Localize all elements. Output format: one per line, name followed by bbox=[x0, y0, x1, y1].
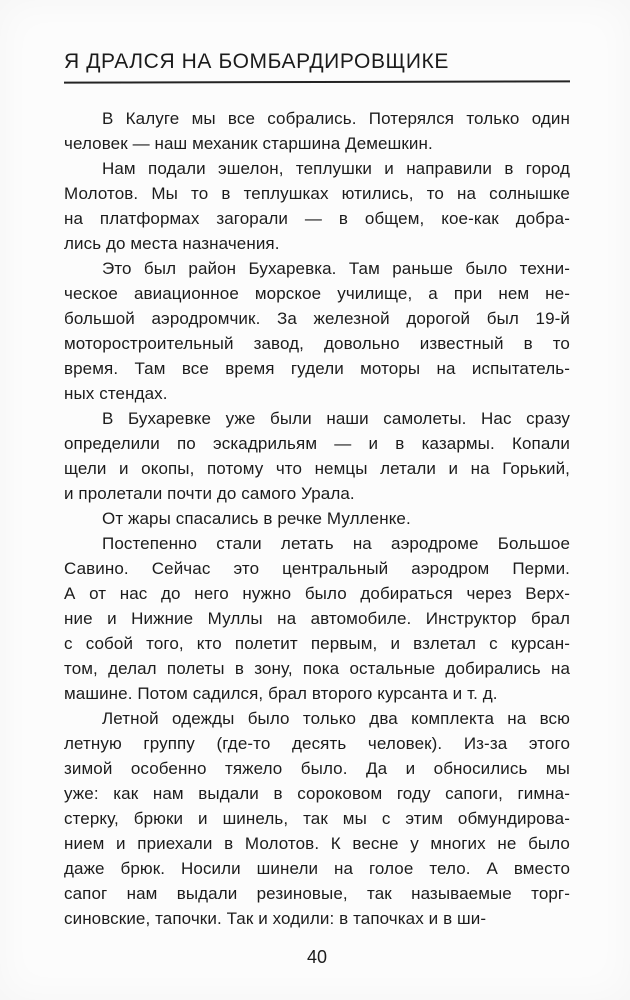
text-line: и пролетали почти до самого Урала. bbox=[64, 484, 355, 503]
text-line: Нам подали эшелон, теплушки и направили в город bbox=[102, 159, 570, 178]
paragraph bbox=[64, 406, 570, 506]
text-line: летную группу (где-то десять человек). Из-за этого bbox=[64, 734, 570, 753]
text-line: лись до места назначения. bbox=[64, 234, 280, 253]
text-line: Молотов. Мы то в теплушках ютились, то на солнышке bbox=[64, 184, 570, 203]
paragraph bbox=[64, 106, 570, 156]
header-rule bbox=[64, 80, 570, 83]
text-line: В Калуге мы все собрались. Потерялся только один bbox=[102, 109, 570, 128]
text-line: ческое авиационное морское училище, а при нем не- bbox=[64, 284, 570, 303]
text-line: том, делал полеты в зону, пока остальные добирались на bbox=[64, 659, 570, 678]
paragraph bbox=[64, 256, 570, 406]
paragraph bbox=[64, 506, 570, 531]
text-line: уже: как нам выдали в сороковом году сапоги, гимна- bbox=[64, 784, 570, 803]
paragraph bbox=[64, 706, 570, 931]
text-line: с собой того, кто полетит первым, и взлетал с курсан- bbox=[64, 634, 570, 653]
paragraph bbox=[64, 156, 570, 256]
text-line: моторостроительный завод, довольно известный в то bbox=[64, 334, 570, 353]
text-line: стерку, брюки и шинель, так мы с этим обмундирова- bbox=[64, 809, 570, 828]
book-title-header: Я ДРАЛСЯ НА БОМБАРДИРОВЩИКЕ bbox=[64, 50, 449, 73]
text-line: нием и приехали в Молотов. К весне у многих не было bbox=[64, 834, 570, 853]
text-line: А от нас до него нужно было добираться через Верх- bbox=[64, 584, 570, 603]
text-line: определили по эскадрильям — и в казармы. Копали bbox=[64, 434, 570, 453]
text-line: Летной одежды было только два комплекта на всю bbox=[102, 709, 570, 728]
text-line: машине. Потом садился, брал второго курсанта и т. д. bbox=[64, 684, 498, 703]
running-header bbox=[64, 50, 570, 83]
text-line: зимой особенно тяжело было. Да и обносились мы bbox=[64, 759, 570, 778]
text-line: человек — наш механик старшина Демешкин. bbox=[64, 134, 433, 153]
text-line: Постепенно стали летать на аэродроме Большое bbox=[102, 534, 570, 553]
text-line: большой аэродромчик. За железной дорогой был 19-й bbox=[64, 309, 570, 328]
text-line: сапог нам выдали резиновые, так называемые торг- bbox=[64, 884, 570, 903]
text-line: От жары спасались в речке Мулленке. bbox=[102, 509, 411, 528]
text-line: Савино. Сейчас это центральный аэродром Перми. bbox=[64, 559, 570, 578]
text-line: ние и Нижние Муллы на автомобиле. Инструктор брал bbox=[64, 609, 570, 628]
text-block bbox=[64, 106, 570, 931]
page-number: 40 bbox=[306, 947, 328, 967]
text-line: щели и окопы, потому что немцы летали и на Горький, bbox=[64, 459, 570, 478]
text-line: В Бухаревке уже были наши самолеты. Нас сразу bbox=[102, 409, 570, 428]
text-line: на платформах загорали — в общем, кое-как добра- bbox=[64, 209, 570, 228]
paragraph bbox=[64, 531, 570, 706]
text-line: ных стендах. bbox=[64, 384, 168, 403]
text-line: синовские, тапочки. Так и ходили: в тапочках и в ши- bbox=[64, 909, 487, 928]
text-line: Это был район Бухаревка. Там раньше было техни- bbox=[102, 259, 570, 278]
text-line: время. Там все время гудели моторы на испытатель- bbox=[64, 359, 570, 378]
text-line: даже брюк. Носили шинели на голое тело. А вместо bbox=[64, 859, 570, 878]
